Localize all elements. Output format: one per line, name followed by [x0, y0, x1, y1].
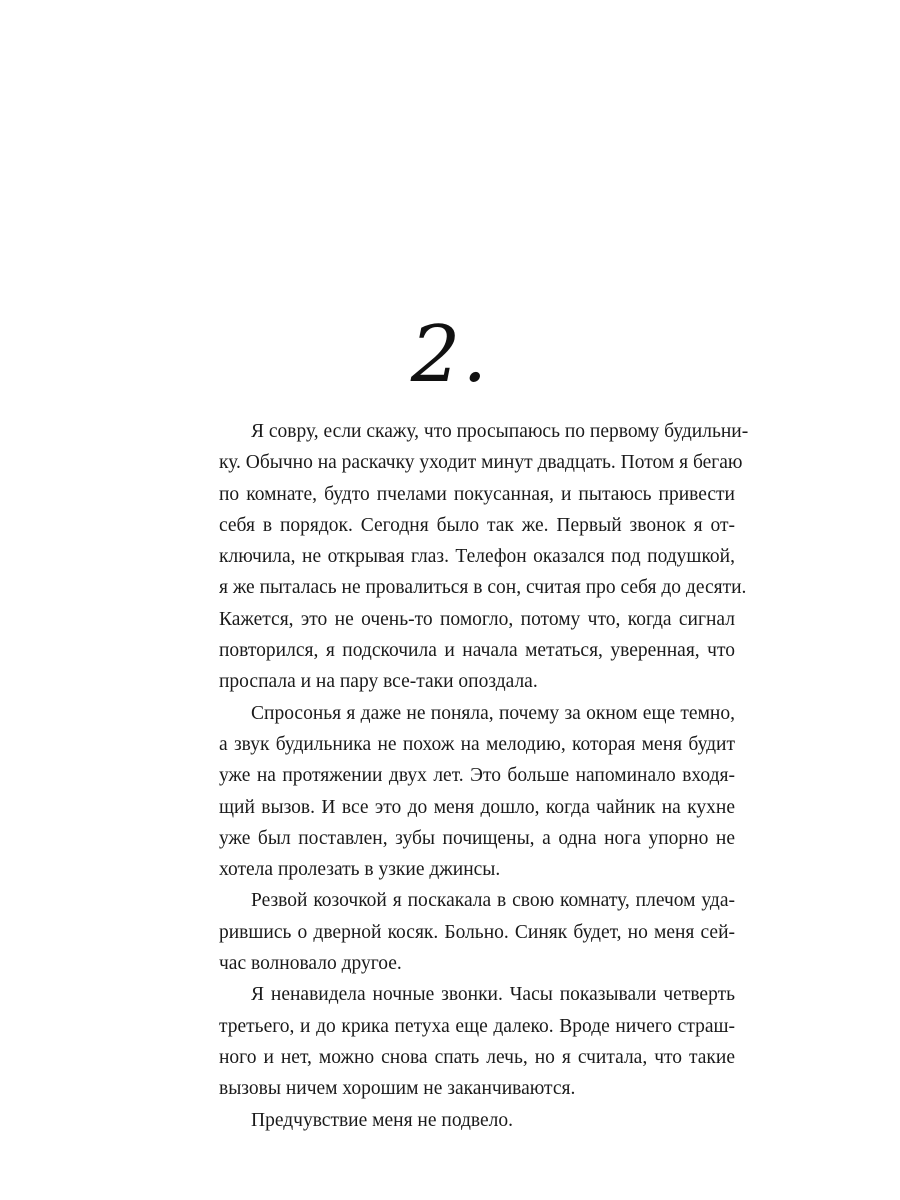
- text-line: себя в порядок. Сегодня было так же. Первый звонок я от-: [219, 514, 735, 536]
- text-line: час волновало другое.: [219, 953, 402, 975]
- text-line: проспала и на пару все-таки опоздала.: [219, 671, 538, 693]
- text-line: Я совру, если скажу, что просыпаюсь по первому будильни-: [251, 421, 749, 442]
- text-line: ного и нет, можно снова спать лечь, но я считала, что такие: [219, 1046, 735, 1068]
- text-line: повторился, я подскочила и начала метаться, уверенная, что: [219, 640, 735, 662]
- text-line: щий вызов. И все это до меня дошло, когда чайник на кухне: [219, 796, 735, 818]
- text-line: Предчувствие меня не подвело.: [251, 1109, 514, 1131]
- text-line: Резвой козочкой я поскакала в свою комнату, плечом уда-: [251, 890, 735, 912]
- text-line: ключила, не открывая глаз. Телефон оказался под подушкой,: [219, 546, 735, 568]
- text-line: Я ненавидела ночные звонки. Часы показывали четверть: [251, 984, 735, 1006]
- text-line: хотела пролезать в узкие джинсы.: [219, 859, 501, 881]
- text-line: я же пыталась не провалиться в сон, считая про себя до десяти.: [219, 577, 747, 599]
- text-line: вызовы ничем хорошим не заканчиваются.: [219, 1078, 576, 1100]
- paragraph-1: [187, 416, 749, 698]
- text-line: уже на протяжении двух лет. Это больше напоминало входя-: [219, 765, 735, 787]
- paragraph-5: [187, 1105, 735, 1136]
- paragraph-2: [187, 698, 735, 886]
- chapter-number: 2.: [410, 310, 490, 400]
- paragraph-4: [187, 979, 735, 1104]
- text-line: уже был поставлен, зубы почищены, а одна нога упорно не: [219, 827, 735, 849]
- text-line: по комнате, будто пчелами покусанная, и пытаюсь привести: [219, 483, 735, 505]
- paragraph-3: [187, 885, 735, 979]
- text-line: рившись о дверной косяк. Больно. Синяк будет, но меня сей-: [219, 921, 735, 943]
- text-line: Спросонья я даже не поняла, почему за окном еще темно,: [251, 702, 735, 724]
- text-line: Кажется, это не очень-то помогло, потому что, когда сигнал: [219, 608, 735, 630]
- text-line: третьего, и до крика петуха еще далеко. Вроде ничего страш-: [219, 1015, 735, 1037]
- chapter-body: [187, 416, 749, 1136]
- text-line: а звук будильника не похож на мелодию, которая меня будит: [219, 733, 735, 755]
- text-line: ку. Обычно на раскачку уходит минут двадцать. Потом я бегаю: [219, 452, 743, 474]
